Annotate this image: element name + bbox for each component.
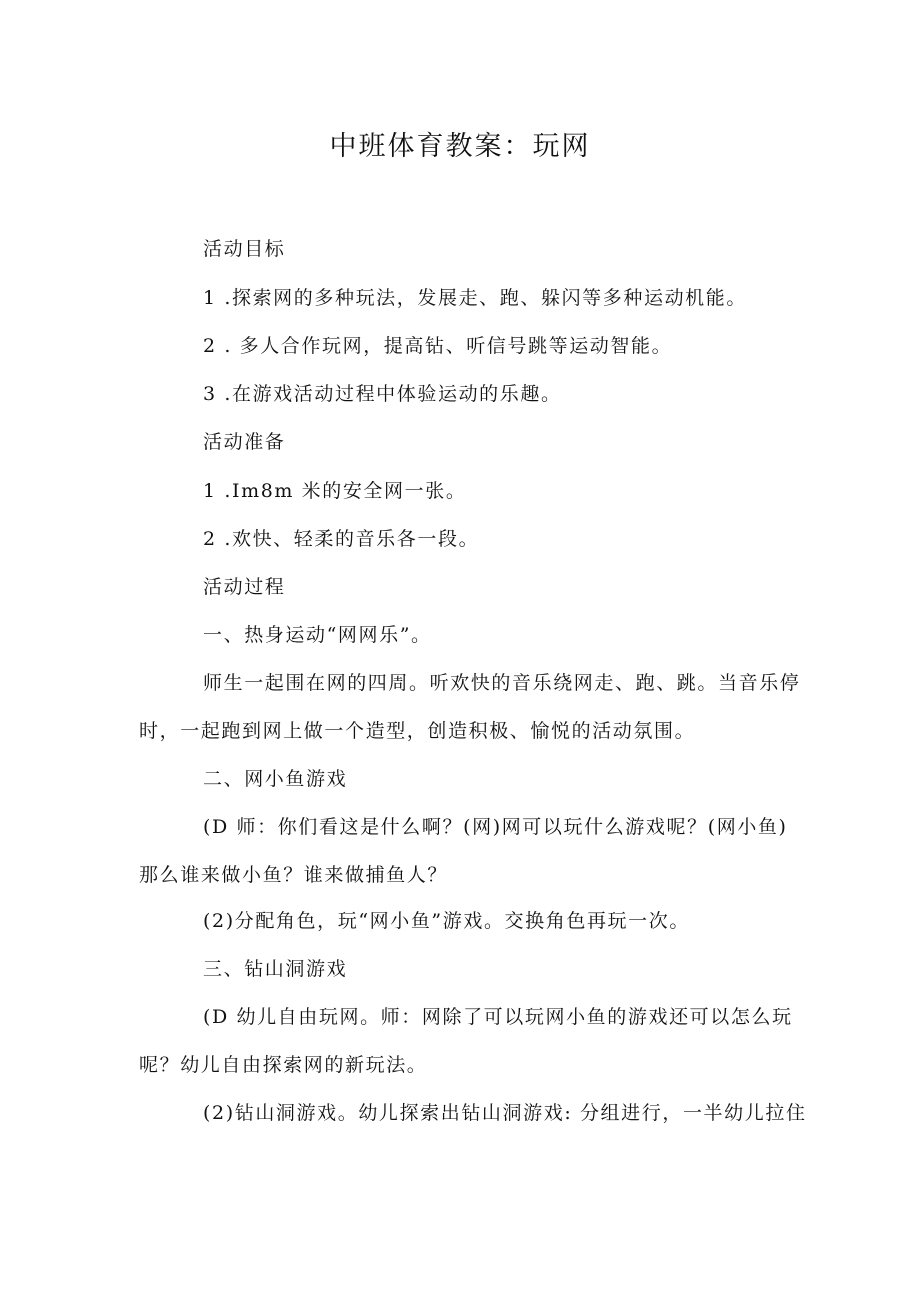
paragraph-line: 师生一起围在网的四周。听欢快的音乐绕网走、跑、跳。当音乐停 — [203, 672, 801, 694]
process-step-2-heading: 二、网小鱼游戏 — [203, 768, 348, 790]
goal-item-2: 2 . 多人合作玩网，提高钻、听信号跳等运动智能。 — [203, 335, 673, 357]
preparation-item-2: 2 .欢快、轻柔的音乐各一段。 — [203, 528, 480, 550]
goal-item-3: 3 .在游戏活动过程中体验运动的乐趣。 — [203, 383, 562, 405]
goal-item-1: 1 .探索网的多种玩法，发展走、跑、躲闪等多种运动机能。 — [203, 287, 747, 309]
paragraph-line: 时，一起跑到网上做一个造型，创造积极、愉悦的活动氛围。 — [139, 720, 696, 742]
paragraph-line: (D 师：你们看这是什么啊？(网)网可以玩什么游戏呢？(网小鱼) — [203, 816, 788, 838]
paragraph-line: (2)钻山洞游戏。幼儿探索出钻山洞游戏: 分组进行，一半幼儿拉住 — [203, 1102, 807, 1124]
paragraph-line: (2)分配角色，玩“网小鱼”游戏。交换角色再玩一次。 — [203, 910, 690, 932]
document-title: 中班体育教案：玩网 — [329, 131, 591, 162]
paragraph-line: 那么谁来做小鱼？谁来做捕鱼人？ — [139, 864, 449, 886]
paragraph-line: (D 幼儿自由玩网。师：网除了可以玩网小鱼的游戏还可以怎么玩 — [203, 1006, 793, 1028]
process-step-1-heading: 一、热身运动“网网乐”。 — [203, 624, 432, 646]
section-heading-goals: 活动目标 — [203, 238, 286, 260]
paragraph-line: 呢？幼儿自由探索网的新玩法。 — [139, 1054, 428, 1076]
section-heading-preparation: 活动准备 — [203, 431, 286, 453]
preparation-item-1: 1 .Im8m 米的安全网一张。 — [203, 480, 467, 502]
process-step-3-heading: 三、钻山洞游戏 — [203, 958, 348, 980]
section-heading-process: 活动过程 — [203, 576, 286, 598]
